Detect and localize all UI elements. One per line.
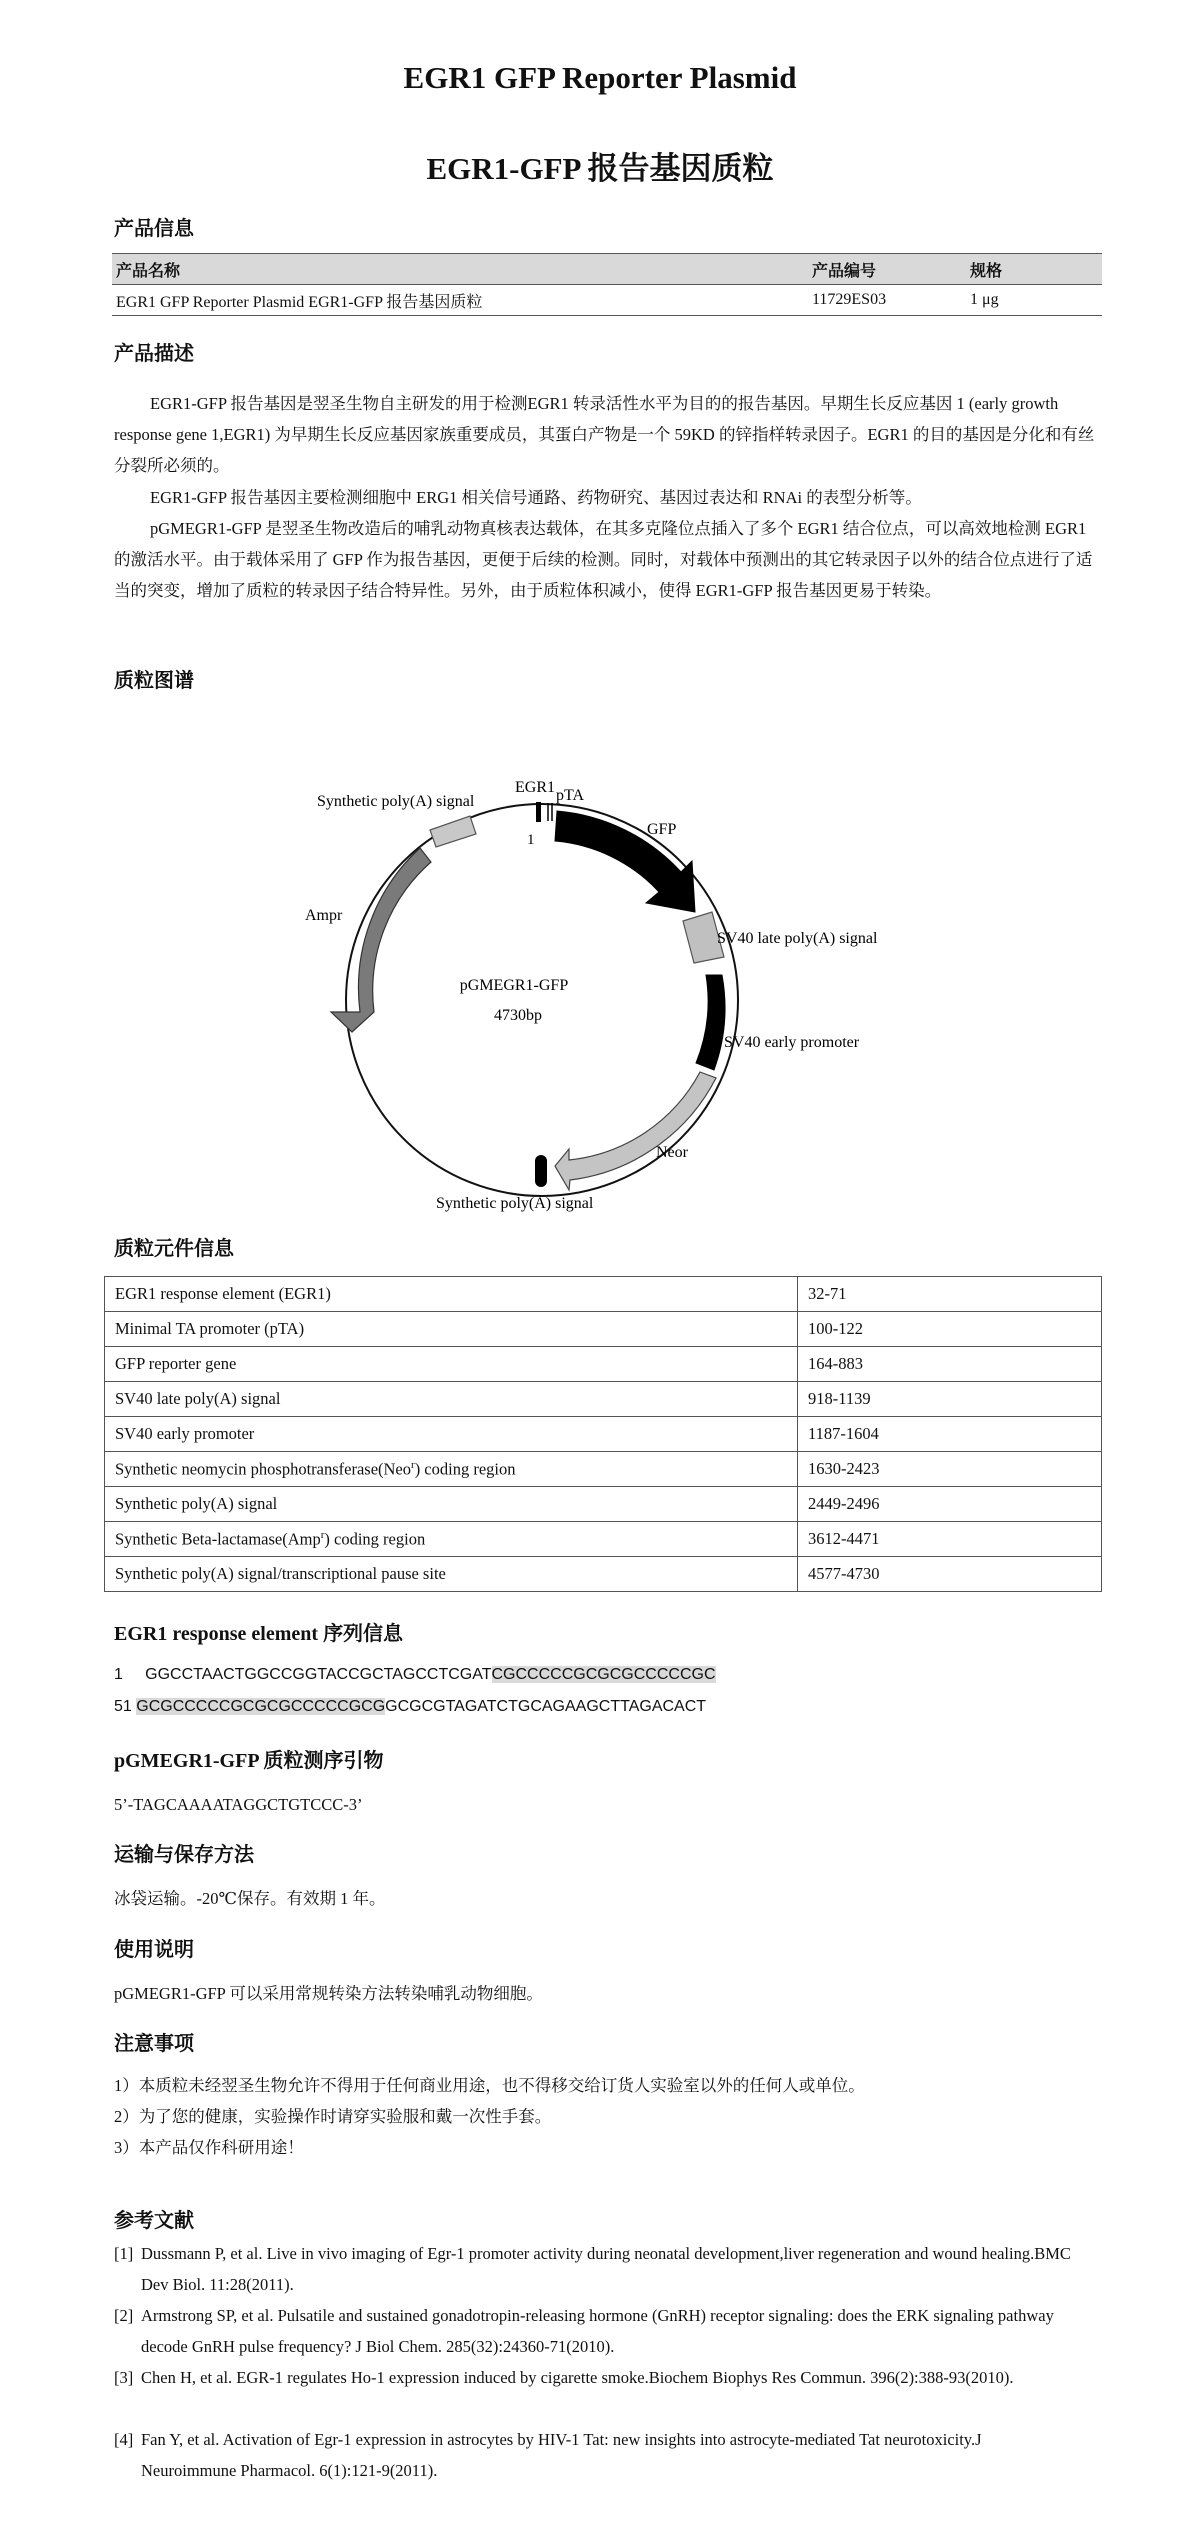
element-name: [105, 1487, 798, 1522]
sequence-line-2-plain: GCGCGTAGATCTGCAGAAGCTTAGACACT: [385, 1698, 707, 1715]
element-range: 3612-4471: [798, 1522, 1102, 1557]
note-item-1: 1）本质粒未经翌圣生物允许不得用于任何商业用途，也不得移交给订货人实验室以外的任何人或单位。: [114, 2076, 865, 2095]
sequence-line-2-num: 51: [114, 1698, 132, 1715]
references-heading: 参考文献: [114, 2210, 194, 2232]
element-name-superscript: r: [411, 1458, 415, 1471]
element-name-superscript: r: [320, 1528, 325, 1541]
element-row: [105, 1277, 1102, 1312]
element-name-text: GFP reporter gene: [115, 1354, 237, 1373]
element-row: [105, 1417, 1102, 1452]
polya-top-box: [430, 816, 476, 847]
primer-heading: [114, 1744, 383, 1773]
element-row: [105, 1522, 1102, 1557]
plasmid-map: [0, 0, 1200, 1230]
usage-text: pGMEGR1-GFP 可以采用常规转染方法转染哺乳动物细胞。: [114, 1984, 543, 2003]
element-name-text: Minimal TA promoter (pTA): [115, 1319, 305, 1338]
egr1-mark: [536, 802, 541, 822]
label-pta: pTA: [556, 787, 585, 804]
col-header-spec: 规格: [966, 254, 1102, 285]
product-code: 11729ES03: [808, 285, 966, 316]
element-name: [105, 1277, 798, 1312]
element-name: [105, 1382, 798, 1417]
plasmid-name: pGMEGR1-GFP: [459, 977, 569, 994]
description-paragraph-1: EGR1-GFP 报告基因是翌圣生物自主研发的用于检测EGR1 转录活性水平为目的的报告基因。早期生长反应基因 1 (early growth response gene 1,EGR1) 为早期生长反应基因家族重要成员，其蛋白产物是一个 59KD 的锌指样转录因子。EGR1 的目的基因是分化和有丝分裂所必须的。: [114, 394, 1095, 475]
element-range: 1187-1604: [798, 1417, 1102, 1452]
label-neor: Neor: [656, 1144, 688, 1161]
label-origin-1: 1: [527, 832, 535, 848]
element-name-text: EGR1 response element (EGR1): [115, 1284, 331, 1303]
element-range: 1630-2423: [798, 1452, 1102, 1487]
usage-heading: 使用说明: [114, 1939, 194, 1961]
element-range: 100-122: [798, 1312, 1102, 1347]
element-name: [105, 1452, 798, 1487]
sequence-line-2: [114, 1698, 706, 1716]
element-name: [105, 1522, 798, 1557]
product-name: EGR1 GFP Reporter Plasmid EGR1-GFP 报告基因质粒: [112, 285, 808, 316]
product-info-heading: 产品信息: [114, 218, 194, 240]
element-row: [105, 1452, 1102, 1487]
element-name-text: Synthetic poly(A) signal/transcriptional pause site: [115, 1564, 446, 1583]
element-name-text: Synthetic neomycin phosphotransferase(Neo: [115, 1459, 412, 1479]
primer-heading-en: pGMEGR1-GFP: [114, 1750, 259, 1772]
element-name: [105, 1417, 798, 1452]
storage-heading: 运输与保存方法: [114, 1844, 254, 1866]
map-heading: 质粒图谱: [114, 670, 194, 692]
col-header-name: 产品名称: [112, 254, 808, 285]
description-heading: 产品描述: [114, 343, 194, 365]
reference-number: [1]: [114, 2244, 134, 2263]
element-row: [105, 1487, 1102, 1522]
notes-heading: 注意事项: [114, 2033, 194, 2055]
sequence-line-1: [114, 1666, 716, 1684]
description-paragraph-2: EGR1-GFP 报告基因主要检测细胞中 ERG1 相关信号通路、药物研究、基因过表达和 RNAi 的表型分析等。: [150, 488, 922, 507]
elements-heading: 质粒元件信息: [114, 1238, 234, 1260]
plasmid-size: 4730bp: [494, 1007, 542, 1024]
reference-number: [4]: [114, 2430, 134, 2449]
label-ampr: Ampr: [305, 907, 343, 924]
reference-number: [3]: [114, 2368, 134, 2387]
element-name: [105, 1347, 798, 1382]
reference-text: Fan Y, et al. Activation of Egr-1 expression in astrocytes by HIV-1 Tat: new insights into astrocyte-mediated Tat neurotoxicity.J Neuroimmune Pharmacol. 6(1):121-9(2011).: [141, 2430, 982, 2480]
primer-heading-cn: 质粒测序引物: [258, 1750, 384, 1772]
reference-item: [114, 2362, 1074, 2393]
reference-text: Dussmann P, et al. Live in vivo imaging of Egr-1 promoter activity during neonatal development,liver regeneration and wound healing.BMC Dev Biol. 11:28(2011).: [141, 2244, 1071, 2294]
title-cn: EGR1-GFP 报告基因质粒: [426, 151, 774, 186]
sv40-early-promoter-arc: [696, 975, 725, 1070]
product-spec: 1 μg: [966, 285, 1102, 316]
label-sv40-early: SV40 early promoter: [724, 1034, 860, 1051]
element-name-text: Synthetic Beta-lactamase(Amp: [115, 1529, 321, 1549]
element-row: [105, 1557, 1102, 1592]
element-range: 32-71: [798, 1277, 1102, 1312]
label-egr1: EGR1: [515, 779, 555, 796]
polya-bottom-mark: [535, 1155, 547, 1187]
element-name-text: SV40 late poly(A) signal: [115, 1389, 281, 1408]
reference-item: [114, 2300, 1074, 2362]
note-item-2: 2）为了您的健康，实验操作时请穿实验服和戴一次性手套。: [114, 2107, 552, 2126]
element-name-suffix: ) coding region: [324, 1529, 426, 1549]
element-name-text: SV40 early promoter: [115, 1424, 255, 1443]
element-range: 4577-4730: [798, 1557, 1102, 1592]
sequence-heading-en: EGR1 response element: [114, 1623, 319, 1645]
reference-item: [114, 2424, 1074, 2486]
sequence-heading-cn: 序列信息: [318, 1623, 404, 1645]
label-polya-bottom: Synthetic poly(A) signal: [436, 1195, 594, 1212]
note-item-3: 3）本产品仅作科研用途！: [114, 2138, 304, 2157]
sequence-line-2-highlight: GCGCCCCCGCGCGCCCCCGCG: [136, 1698, 386, 1715]
reference-text: Armstrong SP, et al. Pulsatile and sustained gonadotropin-releasing hormone (GnRH) receptor signaling: does the ERK signaling pathway decode GnRH pulse frequency? J Biol Chem. 285(32):24360-71(2010).: [141, 2306, 1054, 2356]
element-row: [105, 1382, 1102, 1417]
sequence-line-1-plain: GGCCTAACTGGCCGGTACCGCTAGCCTCGAT: [145, 1666, 492, 1683]
sequence-line-1-num: 1: [114, 1666, 123, 1683]
sequence-heading: [114, 1617, 403, 1646]
reference-number: [2]: [114, 2306, 134, 2325]
primer-sequence: 5’-TAGCAAAATAGGCTGTCCC-3’: [114, 1795, 363, 1814]
label-polya-top: Synthetic poly(A) signal: [317, 793, 475, 810]
element-range: 918-1139: [798, 1382, 1102, 1417]
col-header-code: 产品编号: [808, 254, 966, 285]
element-range: 164-883: [798, 1347, 1102, 1382]
reference-item: [114, 2238, 1074, 2300]
title-en: EGR1 GFP Reporter Plasmid: [403, 60, 797, 95]
element-row: [105, 1347, 1102, 1382]
sequence-line-1-highlight: CGCCCCCGCGCGCCCCCGC: [491, 1666, 716, 1683]
element-name: [105, 1557, 798, 1592]
description-paragraph-3: pGMEGR1-GFP 是翌圣生物改造后的哺乳动物真核表达载体，在其多克隆位点插入了多个 EGR1 结合位点，可以高效地检测 EGR1 的激活水平。由于载体采用了 GFP 作为报告基因，更便于后续的检测。同时，对载体中预测出的其它转录因子以外的结合位点进行了适当的突变，增加了质粒的转录因子结合特异性。另外，由于质粒体积减小，使得 EGR1-GFP 报告基因更易于转染。: [114, 519, 1093, 600]
storage-text: 冰袋运输。-20℃保存。有效期 1 年。: [114, 1889, 386, 1908]
element-name-suffix: ) coding region: [414, 1459, 516, 1479]
element-row: [105, 1312, 1102, 1347]
element-name-text: Synthetic poly(A) signal: [115, 1494, 278, 1513]
label-gfp: GFP: [647, 821, 677, 838]
label-sv40-late: SV40 late poly(A) signal: [717, 930, 878, 947]
element-range: 2449-2496: [798, 1487, 1102, 1522]
reference-text: Chen H, et al. EGR-1 regulates Ho-1 expression induced by cigarette smoke.Biochem Biophys Res Commun. 396(2):388-93(2010).: [141, 2368, 1014, 2387]
elements-table: [104, 1276, 1102, 1592]
element-name: [105, 1312, 798, 1347]
